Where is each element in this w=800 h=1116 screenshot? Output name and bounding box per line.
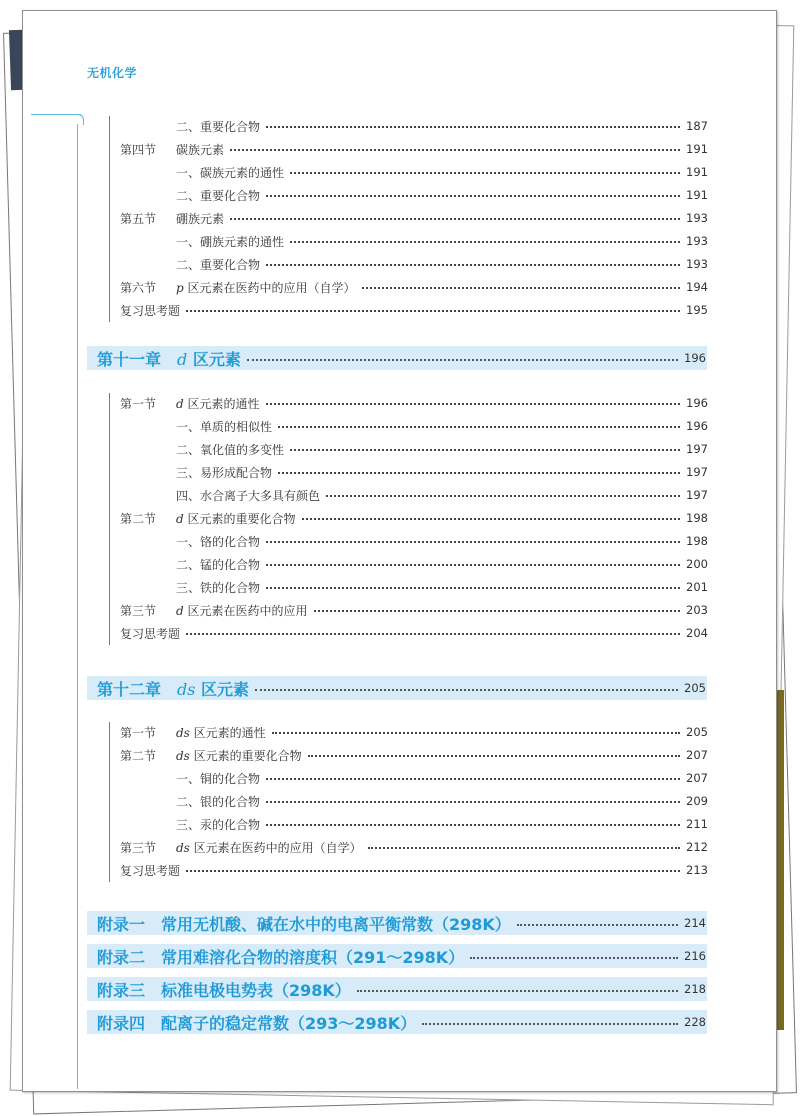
entry-title: 碳族元素 — [176, 142, 225, 157]
section-number: 第一节 — [120, 725, 157, 740]
leader-dots — [517, 924, 678, 926]
page-number: 195 — [686, 303, 708, 317]
toc-group-ch11 — [109, 393, 708, 645]
page-number: 209 — [686, 794, 708, 808]
page-number: 191 — [686, 165, 708, 179]
entry-label — [110, 302, 180, 319]
leader-dots — [230, 149, 680, 151]
entry-label — [110, 625, 180, 642]
page-number: 191 — [686, 142, 708, 156]
entry-title: 复习思考题 — [120, 303, 181, 318]
leader-dots — [230, 218, 680, 220]
toc-entry[interactable] — [110, 162, 708, 182]
entry-label — [110, 839, 362, 856]
entry-title: 复习思考题 — [120, 863, 181, 878]
entry-label — [110, 487, 320, 504]
leader-dots — [266, 587, 680, 589]
margin-rule — [77, 124, 78, 1089]
leader-dots — [290, 172, 680, 174]
entry-title: 三、汞的化合物 — [176, 817, 261, 832]
block-symbol: d — [176, 511, 184, 526]
entry-label — [110, 441, 284, 458]
entry-title: 一、单质的相似性 — [176, 419, 273, 434]
page-number: 196 — [684, 351, 706, 365]
toc-group-ch10 — [109, 116, 708, 322]
entry-label — [110, 187, 260, 204]
entry-label — [110, 793, 260, 810]
toc-entry[interactable] — [110, 393, 708, 413]
appendix-title: 附录三 标准电极电势表（298K） — [97, 980, 351, 1000]
leader-dots — [266, 564, 680, 566]
chapter-11-heading[interactable] — [87, 346, 707, 370]
chapter-title: 第十一章 d 区元素 — [97, 349, 241, 369]
entry-title: 三、铁的化合物 — [176, 580, 261, 595]
block-symbol: d — [176, 603, 184, 618]
leader-dots — [357, 990, 678, 992]
page-number: 197 — [686, 465, 708, 479]
leader-dots — [368, 847, 680, 849]
leader-dots — [314, 610, 680, 612]
toc-entry[interactable] — [110, 623, 708, 643]
entry-label — [110, 210, 224, 227]
entry-title: 三、易形成配合物 — [176, 465, 273, 480]
block-symbol: ds — [176, 748, 190, 763]
page-number: 216 — [684, 949, 706, 963]
appendix-heading[interactable] — [87, 977, 707, 1001]
entry-title: 二、银的化合物 — [176, 794, 261, 809]
toc-entry[interactable] — [110, 416, 708, 436]
section-number: 第一节 — [120, 396, 157, 411]
section-number: 第四节 — [120, 142, 157, 157]
toc-entry[interactable] — [110, 554, 708, 574]
leader-dots — [266, 824, 680, 826]
entry-label — [110, 118, 260, 135]
entry-label — [110, 464, 272, 481]
leader-dots — [290, 449, 680, 451]
leader-dots — [308, 755, 680, 757]
toc-entry[interactable] — [110, 231, 708, 251]
entry-label — [110, 602, 308, 619]
page-number: 193 — [686, 211, 708, 225]
entry-label — [110, 510, 296, 527]
leader-dots — [470, 957, 678, 959]
leader-dots — [266, 195, 680, 197]
leader-dots — [302, 518, 680, 520]
chapter-12-heading[interactable] — [87, 676, 707, 700]
toc-entry[interactable] — [110, 462, 708, 482]
entry-title: 一、铬的化合物 — [176, 534, 261, 549]
page-number: 212 — [686, 840, 708, 854]
section-number: 第三节 — [120, 603, 157, 618]
entry-label — [110, 533, 260, 550]
entry-title: 二、重要化合物 — [176, 119, 261, 134]
entry-label — [110, 141, 224, 158]
page-number: 204 — [686, 626, 708, 640]
leader-dots — [255, 689, 678, 691]
entry-title: 区元素的通性 — [189, 725, 266, 740]
entry-label — [110, 579, 260, 596]
entry-title: 二、重要化合物 — [176, 188, 261, 203]
leader-dots — [266, 126, 680, 128]
entry-title: 一、铜的化合物 — [176, 771, 261, 786]
toc-entry[interactable] — [110, 837, 708, 857]
entry-title: 区元素的重要化合物 — [189, 748, 302, 763]
toc-entry[interactable] — [110, 485, 708, 505]
entry-title: 复习思考题 — [120, 626, 181, 641]
leader-dots — [266, 541, 680, 543]
toc-entry[interactable] — [110, 577, 708, 597]
entry-title: 区元素的重要化合物 — [183, 511, 296, 526]
block-symbol: d — [176, 396, 184, 411]
toc-group-ch12 — [109, 722, 708, 882]
page-number: 198 — [686, 511, 708, 525]
toc-entry[interactable] — [110, 860, 708, 880]
toc-entry[interactable] — [110, 185, 708, 205]
entry-label — [110, 747, 302, 764]
appendix-heading[interactable] — [87, 944, 707, 968]
entry-label — [110, 862, 180, 879]
entry-label — [110, 233, 284, 250]
toc-entry[interactable] — [110, 439, 708, 459]
leader-dots — [266, 778, 680, 780]
toc-entry[interactable] — [110, 208, 708, 228]
page-number: 187 — [686, 119, 708, 133]
toc-entry[interactable] — [110, 116, 708, 136]
leader-dots — [266, 264, 680, 266]
leader-dots — [290, 241, 680, 243]
page-number: 213 — [686, 863, 708, 877]
page-number: 193 — [686, 234, 708, 248]
leader-dots — [247, 359, 678, 361]
entry-label — [110, 770, 260, 787]
entry-title: 硼族元素 — [176, 211, 225, 226]
page-number: 193 — [686, 257, 708, 271]
leader-dots — [362, 287, 680, 289]
appendix-title: 附录二 常用难溶化合物的溶度积（291～298K） — [97, 947, 465, 967]
toc-entry[interactable] — [110, 814, 708, 834]
block-symbol: ds — [176, 840, 190, 855]
leader-dots — [186, 870, 680, 872]
entry-label — [110, 279, 356, 296]
toc-entry[interactable] — [110, 277, 708, 297]
toc-page — [22, 10, 777, 1092]
entry-label — [110, 816, 260, 833]
page-number: 205 — [684, 681, 706, 695]
entry-title: 二、锰的化合物 — [176, 557, 261, 572]
page-number: 205 — [686, 725, 708, 739]
leader-dots — [272, 732, 680, 734]
section-number: 第二节 — [120, 748, 157, 763]
page-number: 196 — [686, 419, 708, 433]
page-number: 196 — [686, 396, 708, 410]
block-symbol: p — [176, 280, 184, 295]
leader-dots — [278, 472, 680, 474]
page-number: 203 — [686, 603, 708, 617]
section-number: 第五节 — [120, 211, 157, 226]
toc-entry[interactable] — [110, 139, 708, 159]
entry-title: 区元素的通性 — [183, 396, 260, 411]
section-number: 第六节 — [120, 280, 157, 295]
section-number: 第二节 — [120, 511, 157, 526]
leader-dots — [266, 403, 680, 405]
page-number: 197 — [686, 442, 708, 456]
leader-dots — [326, 495, 680, 497]
page-number: 211 — [686, 817, 708, 831]
section-number: 第三节 — [120, 840, 157, 855]
appendix-heading[interactable] — [87, 1010, 707, 1034]
entry-label — [110, 256, 260, 273]
appendix-title: 附录一 常用无机酸、碱在水中的电离平衡常数（298K） — [97, 914, 511, 934]
appendix-title: 附录四 配离子的稳定常数（293～298K） — [97, 1013, 417, 1033]
entry-title: 一、碳族元素的通性 — [176, 165, 285, 180]
toc-entry[interactable] — [110, 722, 708, 742]
running-header: 无机化学 — [87, 66, 138, 80]
page-number: 214 — [684, 916, 706, 930]
leader-dots — [186, 633, 680, 635]
toc-entry[interactable] — [110, 745, 708, 765]
toc-entry[interactable] — [110, 254, 708, 274]
page-number: 198 — [686, 534, 708, 548]
toc-entry[interactable] — [110, 768, 708, 788]
toc-entry[interactable] — [110, 531, 708, 551]
leader-dots — [278, 426, 680, 428]
entry-label — [110, 556, 260, 573]
entry-title: 一、硼族元素的通性 — [176, 234, 285, 249]
page-number: 207 — [686, 771, 708, 785]
entry-label — [110, 724, 266, 741]
page-number: 201 — [686, 580, 708, 594]
block-symbol: ds — [176, 725, 190, 740]
toc-entry[interactable] — [110, 600, 708, 620]
entry-label — [110, 164, 284, 181]
toc-entry[interactable] — [110, 791, 708, 811]
entry-title: 四、水合离子大多具有颜色 — [176, 488, 321, 503]
toc-entry[interactable] — [110, 300, 708, 320]
page-number: 191 — [686, 188, 708, 202]
entry-title: 区元素在医药中的应用（自学） — [183, 280, 356, 295]
page-number: 207 — [686, 748, 708, 762]
entry-title: 区元素在医药中的应用 — [183, 603, 308, 618]
leader-dots — [266, 801, 680, 803]
chapter-title: 第十二章 ds 区元素 — [97, 679, 250, 699]
leader-dots — [186, 310, 680, 312]
appendix-heading[interactable] — [87, 911, 707, 935]
entry-title: 二、氧化值的多变性 — [176, 442, 285, 457]
page-number: 218 — [684, 982, 706, 996]
page-number: 194 — [686, 280, 708, 294]
margin-rule-top — [31, 114, 81, 115]
entry-label — [110, 418, 272, 435]
page-number: 228 — [684, 1015, 706, 1029]
entry-title: 二、重要化合物 — [176, 257, 261, 272]
entry-label — [110, 395, 260, 412]
toc-entry[interactable] — [110, 508, 708, 528]
page-number: 197 — [686, 488, 708, 502]
entry-title: 区元素在医药中的应用（自学） — [189, 840, 362, 855]
leader-dots — [422, 1023, 678, 1025]
page-number: 200 — [686, 557, 708, 571]
